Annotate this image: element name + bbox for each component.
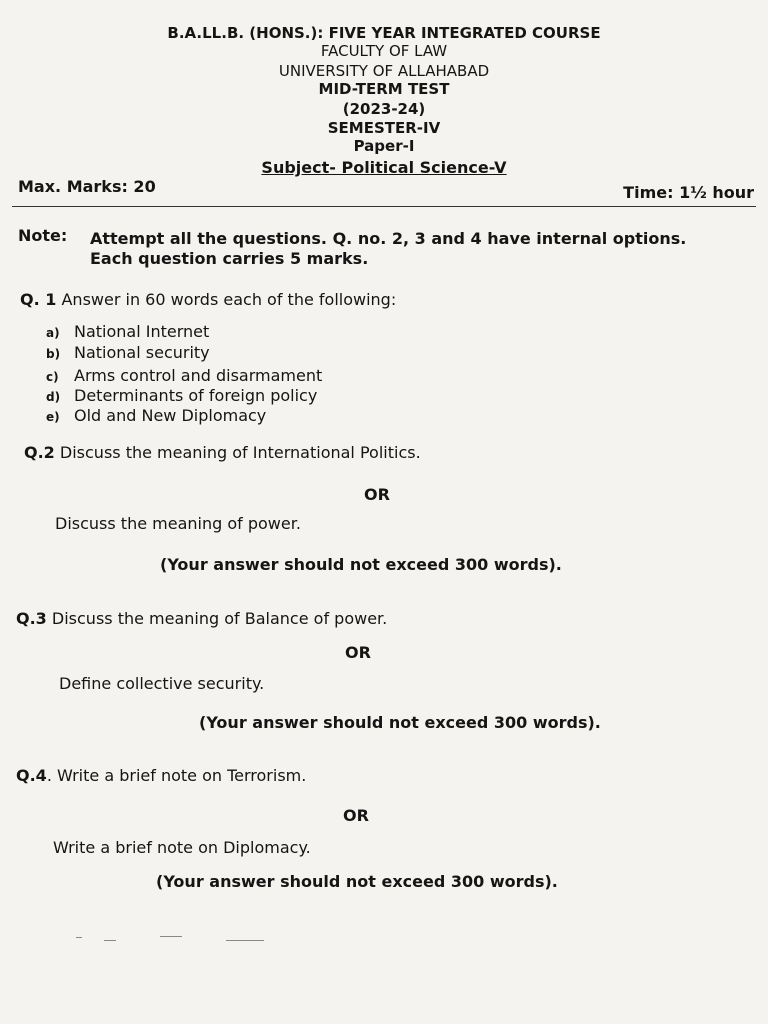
question-number: Q.4 [16, 766, 47, 785]
question-number: Q. 1 [20, 290, 57, 309]
item-text: National Internet [74, 322, 210, 341]
word-limit-note: (Your answer should not exceed 300 words). [199, 713, 601, 732]
scan-speck [104, 940, 116, 941]
question-text: Discuss the meaning of International Politics. [59, 443, 421, 462]
or-divider: OR [345, 643, 371, 662]
course-title: B.A.LL.B. (HONS.): FIVE YEAR INTEGRATED COURSE [167, 24, 601, 42]
paper-number: Paper-I [353, 137, 415, 155]
or-divider: OR [364, 485, 390, 504]
alternative-question: Define collective security. [59, 674, 265, 693]
item-label: d) [46, 390, 61, 404]
list-item [46, 322, 209, 341]
university-name: UNIVERSITY OF ALLAHABAD [278, 62, 490, 80]
question-text: . Write a brief note on Terrorism. [46, 766, 307, 785]
item-label: a) [46, 326, 60, 340]
item-label: c) [46, 370, 59, 384]
faculty-name: FACULTY OF LAW [320, 42, 448, 60]
question-number: Q.3 [16, 609, 47, 628]
question-1 [20, 290, 396, 309]
question-number: Q.2 [24, 443, 55, 462]
word-limit-note: (Your answer should not exceed 300 words). [160, 555, 562, 574]
question-2 [24, 443, 421, 462]
list-item [46, 343, 210, 362]
question-text: Discuss the meaning of Balance of power. [51, 609, 388, 628]
item-text: Old and New Diplomacy [74, 406, 267, 425]
note-label: Note: [18, 226, 68, 245]
max-marks: Max. Marks: 20 [18, 177, 156, 196]
header-divider [12, 206, 756, 207]
question-text: Answer in 60 words each of the following: [61, 290, 397, 309]
note-line-2: Each question carries 5 marks. [90, 249, 369, 268]
list-item [46, 406, 266, 425]
item-text: National security [74, 343, 210, 362]
note-line-1: Attempt all the questions. Q. no. 2, 3 and 4 have internal options. [90, 229, 687, 248]
question-4 [16, 766, 306, 785]
item-label: b) [46, 347, 61, 361]
time-allowed: Time: 1½ hour [623, 183, 754, 202]
scan-speck [160, 936, 182, 937]
item-label: e) [46, 410, 60, 424]
item-text: Determinants of foreign policy [74, 386, 318, 405]
list-item [46, 386, 317, 405]
alternative-question: Discuss the meaning of power. [55, 514, 301, 533]
academic-year: (2023-24) [342, 100, 426, 118]
list-item [46, 366, 322, 385]
word-limit-note: (Your answer should not exceed 300 words). [156, 872, 558, 891]
semester: SEMESTER-IV [327, 119, 441, 137]
item-text: Arms control and disarmament [74, 366, 323, 385]
alternative-question: Write a brief note on Diplomacy. [53, 838, 311, 857]
scan-speck [226, 940, 264, 941]
test-title: MID-TERM TEST [318, 80, 450, 98]
question-3 [16, 609, 387, 628]
or-divider: OR [343, 806, 369, 825]
subject-title: Subject- Political Science-V [261, 158, 507, 177]
scan-speck [76, 937, 82, 938]
